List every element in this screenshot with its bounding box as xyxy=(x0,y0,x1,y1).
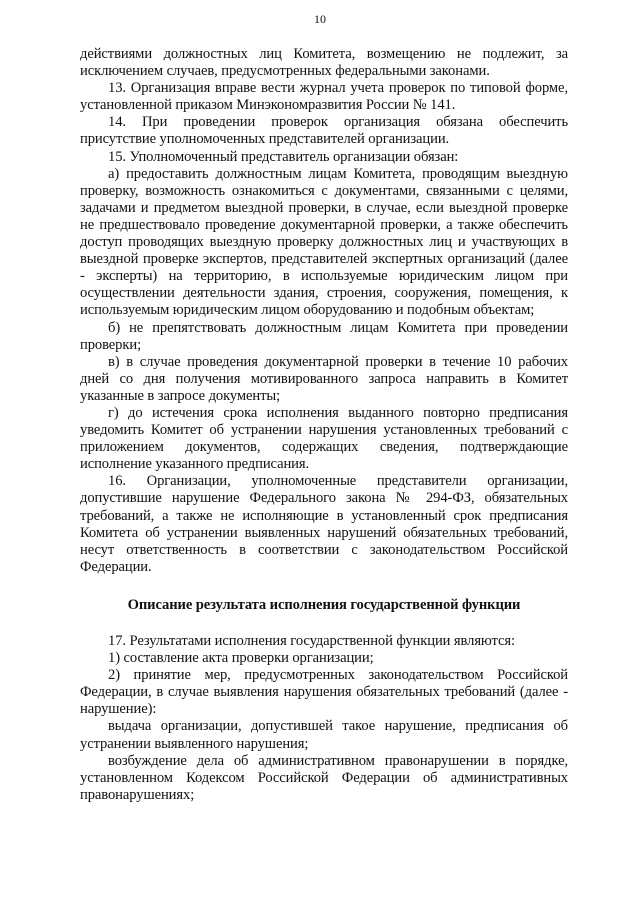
paragraph: действиями должностных лиц Комитета, возмещению не подлежит, за исключением случаев, предусмотренных федеральными законами. xyxy=(80,46,568,80)
paragraph: 16. Организации, уполномоченные представители организации, допустившие нарушение Федерального закона № 294-ФЗ, обязательных требований, а также не исполняющие в установленный срок предписания Комитета об устранении выявленных нарушений обязательных требований, несут ответственность в соответствии с законодательством Российской Федерации. xyxy=(80,473,568,575)
section-heading: Описание результата исполнения государственной функции xyxy=(127,596,521,613)
paragraph: 2) принятие мер, предусмотренных законодательством Российской Федерации, в случае выявления нарушения обязательных требований (далее - нарушение): xyxy=(80,667,568,718)
paragraph: 15. Уполномоченный представитель организации обязан: xyxy=(108,148,459,165)
paragraph: выдача организации, допустившей такое нарушение, предписания об устранении выявленного нарушения; xyxy=(80,718,568,752)
paragraph: возбуждение дела об административном правонарушении в порядке, установленном Кодексом Российской Федерации об административных правонарушениях; xyxy=(80,752,568,803)
document-body xyxy=(80,46,568,804)
paragraph: 17. Результатами исполнения государственной функции являются: xyxy=(108,633,515,649)
paragraphs-after-heading xyxy=(80,633,568,804)
page-number: 10 xyxy=(314,12,326,26)
paragraph: 14. При проведении проверок организация обязана обеспечить присутствие уполномоченных представителей организации. xyxy=(80,114,568,148)
paragraph: в) в случае проведения документарной проверки в течение 10 рабочих дней со дня получения мотивированного запроса направить в Комитет указанные в запросе документы; xyxy=(80,353,568,404)
paragraph: б) не препятствовать должностным лицам Комитета при проведении проверки; xyxy=(80,319,568,353)
paragraph: 1) составление акта проверки организации; xyxy=(108,650,374,667)
paragraph: а) предоставить должностным лицам Комитета, проводящим выездную проверку, возможность ознакомиться с документами, связанными с целями, задачами и предметом выездной проверки, в случае, если выездной проверке не предшествовало проведение документарной проверки, а также обеспечить доступ проводящих выездную проверку должностных лиц и участвующих в выездной проверке экспертов, представителей экспертных организаций (далее - эксперты) на территорию, в используемые юридическим лицом при осуществлении деятельности здания, строения, сооружения, помещения, к используемым юридическим лицом оборудованию и подобным объектам; xyxy=(80,165,568,319)
paragraphs-before-heading xyxy=(80,46,568,576)
paragraph: г) до истечения срока исполнения выданного повторно предписания уведомить Комитет об устранении нарушения установленных требований с приложением документов, содержащих сведения, подтверждающие исполнение указанного предписания. xyxy=(80,404,568,473)
paragraph: 13. Организация вправе вести журнал учета проверок по типовой форме, установленной приказом Минэкономразвития России № 141. xyxy=(80,80,568,114)
